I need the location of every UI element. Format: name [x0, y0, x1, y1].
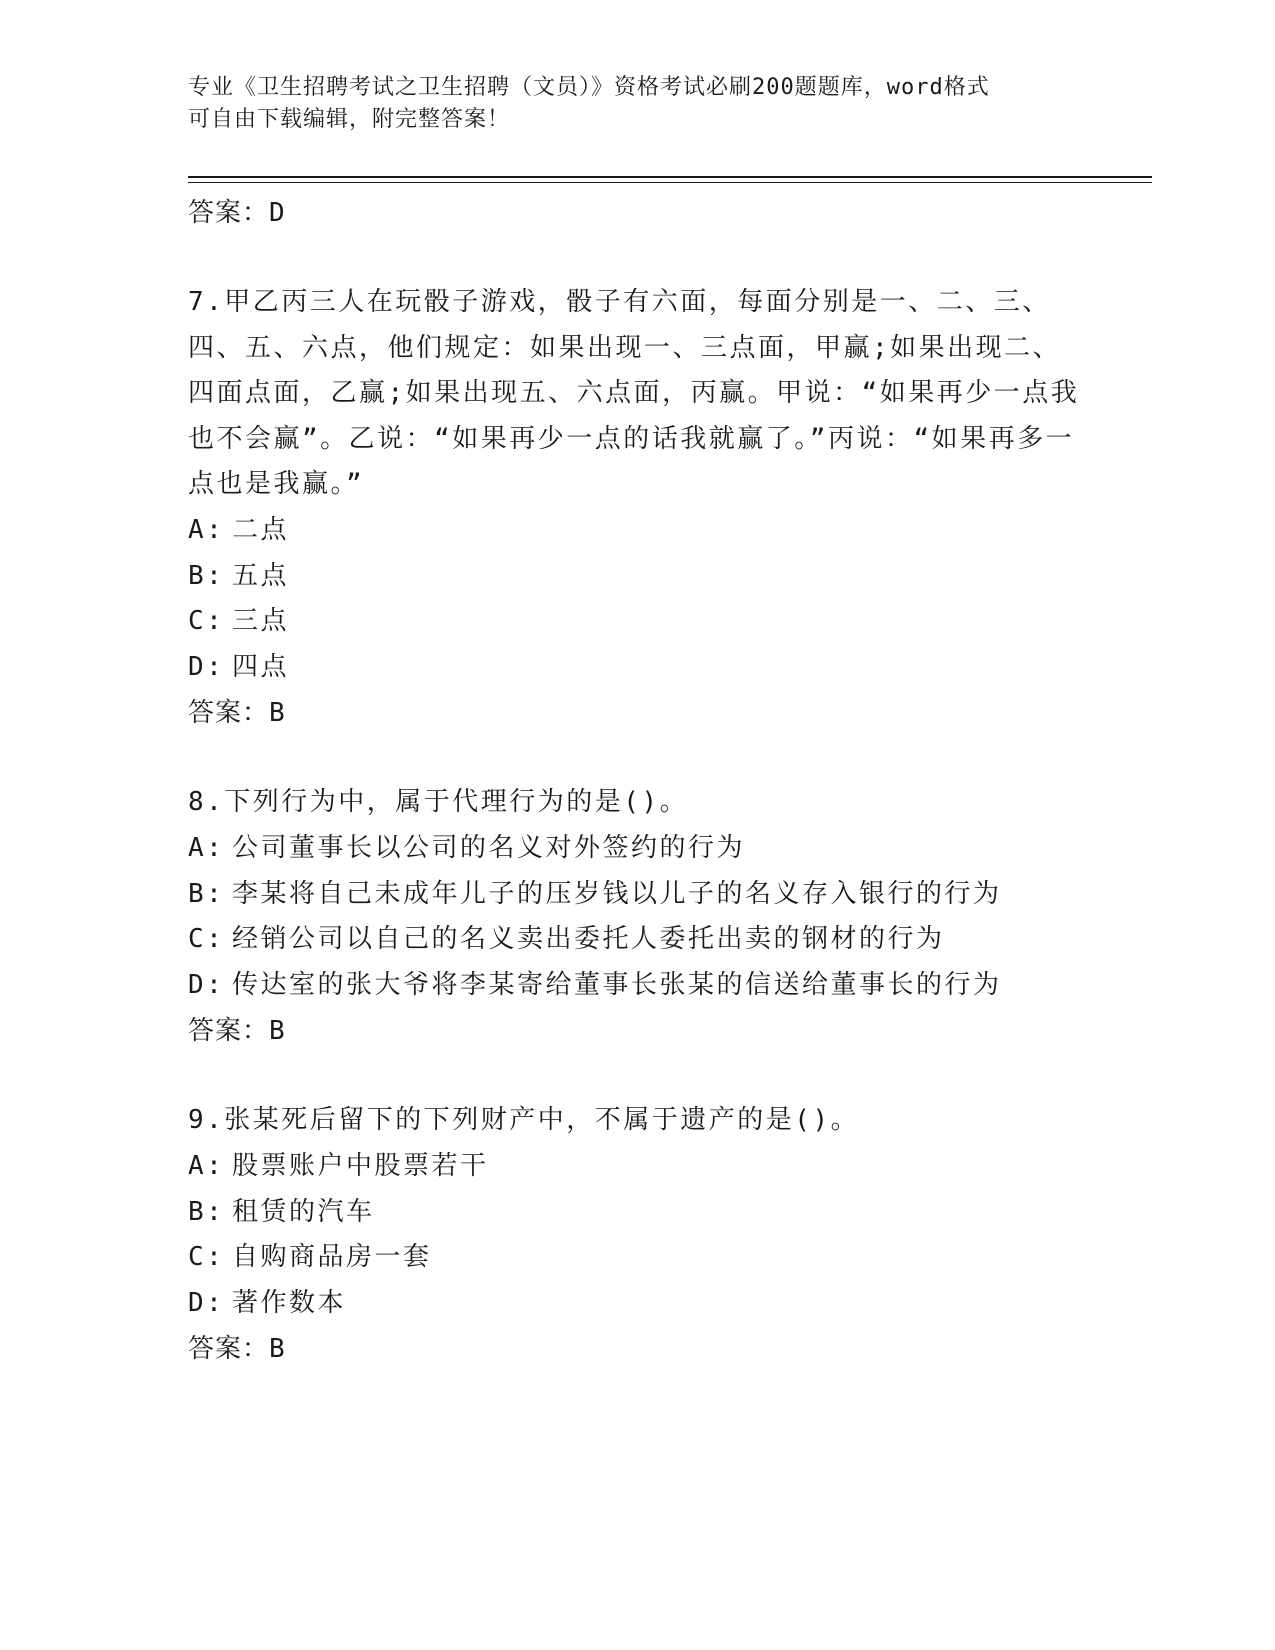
option-c — [188, 599, 1088, 645]
option-key: C: — [188, 606, 225, 637]
header-line-1: 专业《卫生招聘考试之卫生招聘（文员）》资格考试必刷200题题库，word格式 — [188, 75, 990, 100]
option-text: 传达室的张大爷将李某寄给董事长张某的信送给董事长的行为 — [232, 969, 1002, 1000]
option-key: C: — [188, 1242, 225, 1273]
option-text: 公司董事长以公司的名义对外签约的行为 — [232, 832, 746, 863]
option-key: D: — [188, 1287, 225, 1318]
document-body — [188, 190, 1088, 1372]
option-c — [188, 917, 1088, 963]
option-key: A: — [188, 832, 225, 863]
option-d — [188, 963, 1088, 1009]
option-text: 租赁的汽车 — [232, 1196, 375, 1227]
header-line-2: 可自由下载编辑，附完整答案！ — [188, 107, 511, 132]
option-key: B: — [188, 560, 225, 591]
question-stem: 8.下列行为中，属于代理行为的是()。 — [188, 787, 689, 818]
option-c — [188, 1235, 1088, 1281]
option-key: B: — [188, 1196, 225, 1227]
option-key: D: — [188, 969, 225, 1000]
option-key: B: — [188, 878, 225, 909]
option-d — [188, 1281, 1088, 1327]
option-text: 二点 — [232, 514, 290, 545]
option-key: A: — [188, 514, 225, 545]
option-text: 经销公司以自己的名义卖出委托人委托出卖的钢材的行为 — [232, 924, 945, 955]
option-text: 四点 — [232, 651, 290, 682]
question-9 — [188, 1098, 1088, 1372]
option-text: 著作数本 — [232, 1287, 347, 1318]
header-divider-thick — [188, 176, 1152, 178]
question-8 — [188, 780, 1088, 1054]
option-key: D: — [188, 651, 225, 682]
option-text: 股票账户中股票若干 — [232, 1150, 489, 1181]
question-7 — [188, 280, 1088, 736]
option-b — [188, 1190, 1088, 1236]
question-stem: 7.甲乙丙三人在玩骰子游戏，骰子有六面，每面分别是一、二、三、四、五、六点，他们规定：如果出现一、三点面，甲赢;如果出现二、四面点面，乙赢;如果出现五、六点面，丙赢。甲说：“如果再少一点我也不会赢”。乙说：“如果再少一点的话我就赢了。”丙说：“如果再多一点也是我赢。” — [188, 287, 1080, 500]
option-a — [188, 508, 1088, 554]
option-key: C: — [188, 924, 225, 955]
option-b — [188, 872, 1088, 918]
question-answer: 答案：B — [188, 1016, 286, 1047]
option-b — [188, 554, 1088, 600]
question-answer: 答案：B — [188, 698, 286, 729]
option-d — [188, 645, 1088, 691]
option-text: 李某将自己未成年儿子的压岁钱以儿子的名义存入银行的行为 — [232, 878, 1002, 909]
option-key: A: — [188, 1150, 225, 1181]
document-header — [188, 72, 1068, 136]
question-stem: 9.张某死后留下的下列财产中，不属于遗产的是()。 — [188, 1105, 860, 1136]
previous-answer: 答案：D — [188, 198, 286, 228]
question-answer: 答案：B — [188, 1334, 286, 1365]
option-a — [188, 826, 1088, 872]
option-text: 五点 — [232, 560, 290, 591]
option-text: 三点 — [232, 606, 290, 637]
option-a — [188, 1144, 1088, 1190]
header-divider-thin — [188, 182, 1152, 183]
option-text: 自购商品房一套 — [232, 1242, 432, 1273]
